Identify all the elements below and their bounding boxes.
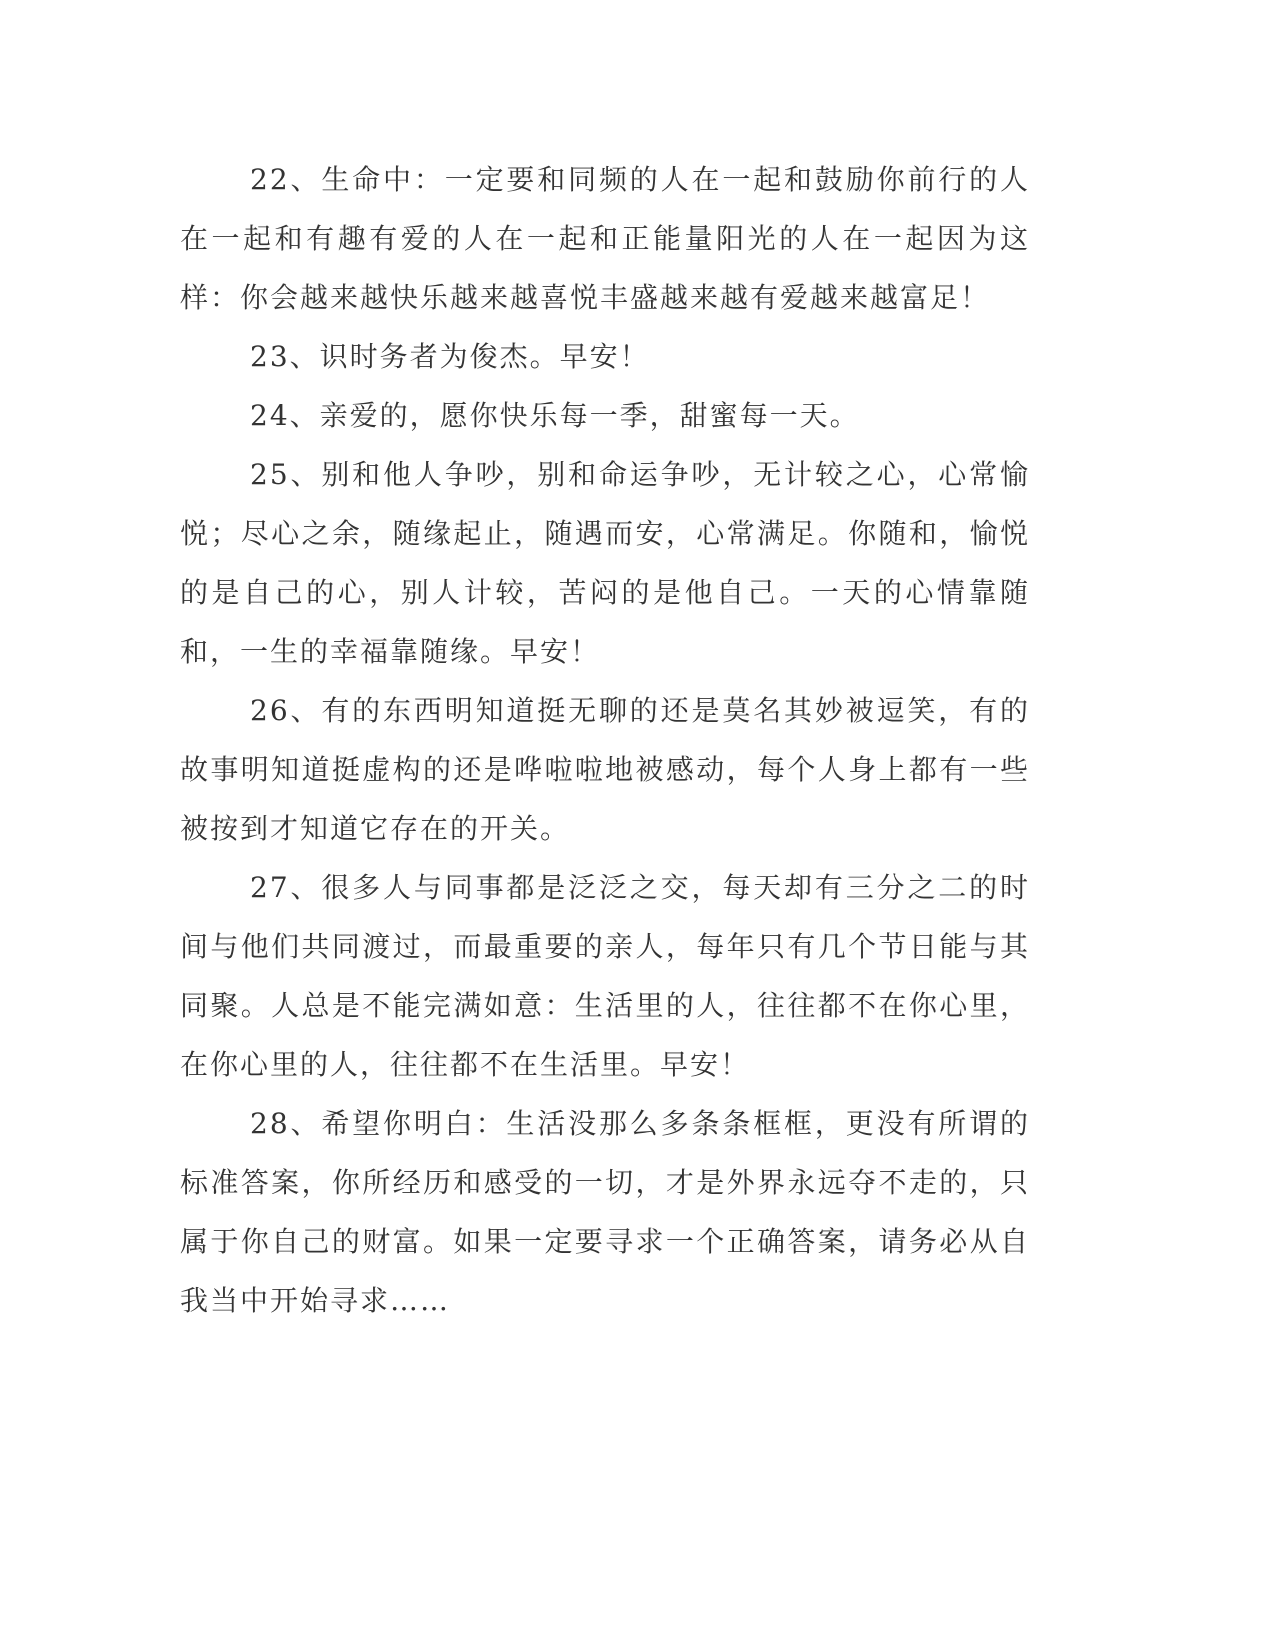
paragraph-22: 22、生命中：一定要和同频的人在一起和鼓励你前行的人在一起和有趣有爱的人在一起和正能量阳光的人在一起因为这样：你会越来越快乐越来越喜悦丰盛越来越有爱越来越富足！ xyxy=(180,163,1030,314)
paragraph-23: 23、识时务者为俊杰。早安！ xyxy=(250,340,650,373)
paragraph-28: 28、希望你明白：生活没那么多条条框框，更没有所谓的标准答案，你所经历和感受的一切，才是外界永远夺不走的，只属于你自己的财富。如果一定要寻求一个正确答案，请务必从自我当中开始寻求…… xyxy=(180,1107,1030,1317)
paragraph-24: 24、亲爱的，愿你快乐每一季，甜蜜每一天。 xyxy=(250,399,860,432)
document-body xyxy=(180,150,1030,1330)
paragraph-27: 27、很多人与同事都是泛泛之交，每天却有三分之二的时间与他们共同渡过，而最重要的亲人，每年只有几个节日能与其同聚。人总是不能完满如意：生活里的人，往往都不在你心里，在你心里的人，往往都不在生活里。早安！ xyxy=(180,871,1030,1081)
paragraph-25: 25、别和他人争吵，别和命运争吵，无计较之心，心常愉悦；尽心之余，随缘起止，随遇而安，心常满足。你随和，愉悦的是自己的心，别人计较，苦闷的是他自己。一天的心情靠随和，一生的幸福靠随缘。早安！ xyxy=(180,458,1030,668)
paragraph-26: 26、有的东西明知道挺无聊的还是莫名其妙被逗笑，有的故事明知道挺虚构的还是哗啦啦地被感动，每个人身上都有一些被按到才知道它存在的开关。 xyxy=(180,694,1030,845)
